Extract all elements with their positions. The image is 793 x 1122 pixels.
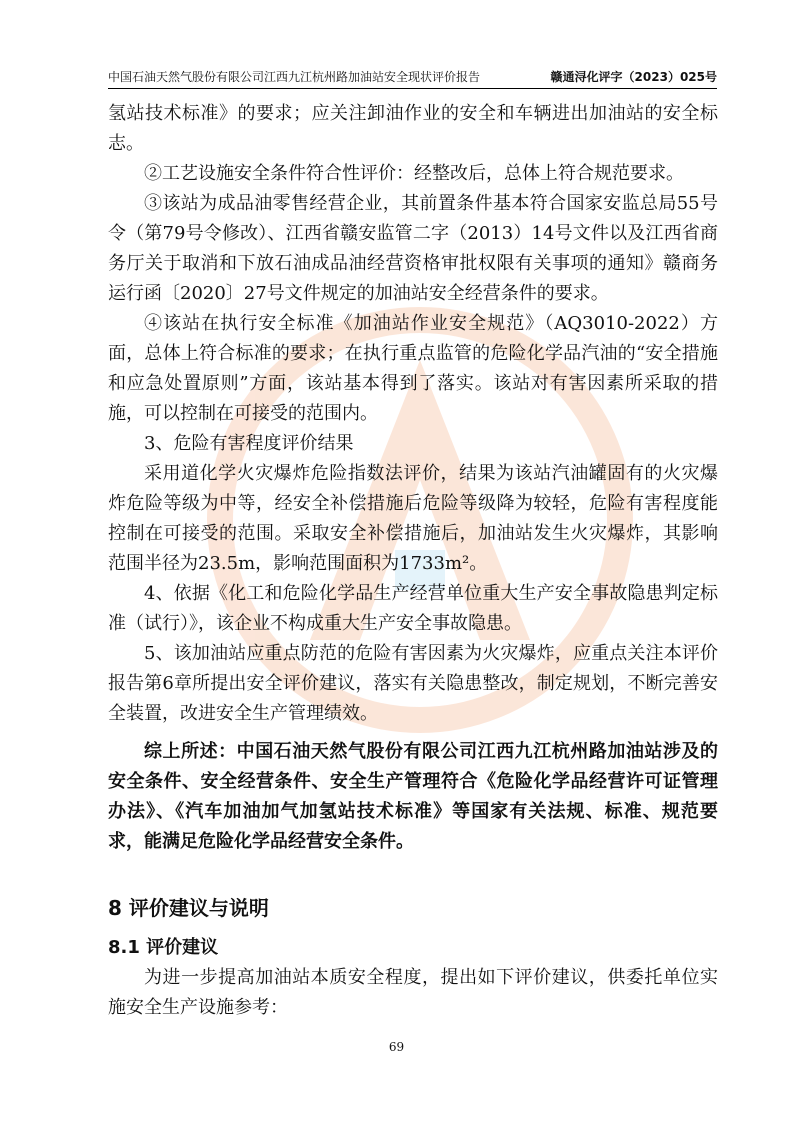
report-body xyxy=(108,99,718,1023)
paragraph-continuation: 氢站技术标准》的要求；应关注卸油作业的安全和车辆进出加油站的安全标志。 xyxy=(108,103,718,154)
paragraph-item-2: ②工艺设施安全条件符合性评价：经整改后，总体上符合规范要求。 xyxy=(144,163,684,184)
paragraph-focus-5: 5、该加油站应重点防范的危险有害因素为火灾爆炸，应重点关注本评价报告第6章所提出安全评价建议，落实有关隐患整改，制定规划，不断完善安全装置，改进安全生产管理绩效。 xyxy=(108,643,718,724)
section-subtitle: 8.1 评价建议 xyxy=(108,937,219,958)
paragraph-item-3: ③该站为成品油零售经营企业，其前置条件基本符合国家安监总局55号令（第79号令修改）、江西省赣安监管二字（2013）14号文件以及江西省商务厅关于取消和下放石油成品油经营资格审批权限有关事项的通知》赣商务运行函〔2020〕27号文件规定的加油站安全经营条件的要求。 xyxy=(108,193,718,304)
paragraph-basis-4: 4、依据《化工和危险化学品生产经营单位重大生产安全事故隐患判定标准（试行）》，该企业不构成重大生产安全事故隐患。 xyxy=(108,583,718,634)
header-report-number: 赣通浔化评字（2023）025号 xyxy=(550,70,717,84)
header-report-title: 中国石油天然气股份有限公司江西九江杭州路加油站安全现状评价报告 xyxy=(108,70,481,84)
paragraph-hazard-result: 采用道化学火灾爆炸危险指数法评价，结果为该站汽油罐固有的火灾爆炸危险等级为中等，经安全补偿措施后危险等级降为较轻，危险有害程度能控制在可接受的范围。采取安全补偿措施后，加油站发生火灾爆炸，其影响范围半径为23.5m，影响范围面积为1733m²。 xyxy=(108,463,718,574)
section-title: 8 评价建议与说明 xyxy=(108,896,269,920)
conclusion-paragraph: 综上所述：中国石油天然气股份有限公司江西九江杭州路加油站涉及的安全条件、安全经营条件、安全生产管理符合《危险化学品经营许可证管理办法》、《汽车加油加气加氢站技术标准》等国家有关法规、标准、规范要求，能满足危险化学品经营安全条件。 xyxy=(108,741,718,852)
section-intro-text: 为进一步提高加油站本质安全程度，提出如下评价建议，供委托单位实施安全生产设施参考： xyxy=(108,967,718,1018)
paragraph-item-4: ④该站在执行安全标准《加油站作业安全规范》（AQ3010-2022）方面，总体上符合标准的要求；在执行重点监管的危险化学品汽油的“安全措施和应急处置原则”方面，该站基本得到了落实。该站对有害因素所采取的措施，可以控制在可接受的范围内。 xyxy=(108,313,718,424)
page-header xyxy=(108,68,717,89)
page-number: 69 xyxy=(388,1040,405,1054)
paragraph-heading-3: 3、危险有害程度评价结果 xyxy=(144,433,354,454)
